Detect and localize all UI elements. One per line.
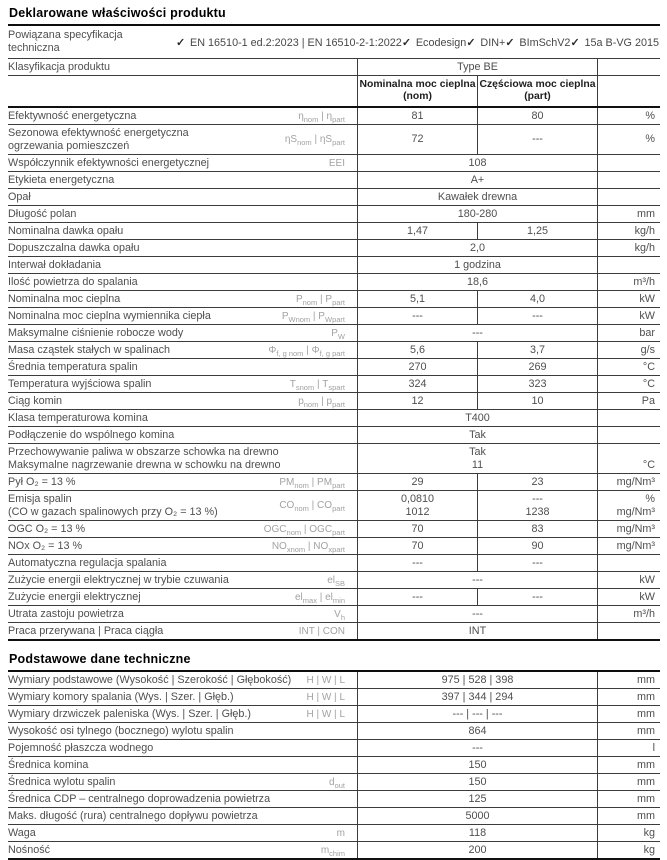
row-label-cell xyxy=(8,474,357,490)
standard-item xyxy=(570,36,658,49)
unit-cell: mm xyxy=(597,774,660,790)
section-title-declared-properties: Deklarowane właściwości produktu xyxy=(8,4,660,26)
value-span: 150 xyxy=(357,774,597,790)
row-label: Nominalna moc cieplna wymiennika ciepła xyxy=(8,309,211,322)
standard-item xyxy=(505,36,570,49)
value-span: --- xyxy=(357,325,597,341)
value-partial: 3,7 xyxy=(477,342,597,358)
value-nominal: 5,6 xyxy=(357,342,477,358)
table-row xyxy=(8,474,660,491)
row-symbol: H | W | L xyxy=(306,708,345,720)
table-row xyxy=(8,572,660,589)
row-label: Długość polan xyxy=(8,207,77,220)
row-label: Pojemność płaszcza wodnego xyxy=(8,741,154,754)
value-nominal: 29 xyxy=(357,474,477,490)
row-label: Średnica CDP – centralnego doprowadzenia powietrza xyxy=(8,792,271,805)
row-symbol: $\Phi_{f, g nom}$ | $\Phi_{f, g part}$ xyxy=(268,344,345,358)
row-symbol: m xyxy=(336,827,345,839)
value-partial: --- xyxy=(477,555,597,571)
table-row xyxy=(8,108,660,125)
table-row xyxy=(8,706,660,723)
row-label-cell xyxy=(8,825,357,841)
row-label-cell xyxy=(8,689,357,705)
row-label: Maksymalne ciśnienie robocze wody xyxy=(8,326,184,339)
row-label: Wysokość osi tylnego (bocznego) wylotu spalin xyxy=(8,724,234,737)
table-row xyxy=(8,172,660,189)
unit-cell: mm xyxy=(597,206,660,222)
standard-label: Ecodesign xyxy=(415,36,467,49)
value-nominal: 12 xyxy=(357,393,477,409)
checkmark-icon: ✓ xyxy=(505,36,515,49)
table-row xyxy=(8,240,660,257)
unit-cell: mm xyxy=(597,757,660,773)
row-label-cell xyxy=(8,189,357,205)
value-span: 397 | 344 | 294 xyxy=(357,689,597,705)
standard-label: DIN+ xyxy=(480,36,506,49)
value-nominal: 70 xyxy=(357,521,477,537)
row-label-cell xyxy=(8,257,357,273)
unit-cell: m³/h xyxy=(597,274,660,290)
checkmark-icon: ✓ xyxy=(466,36,476,49)
row-label: Wymiary komory spalania (Wys. | Szer. | Głęb.) xyxy=(8,690,234,703)
row-label-cell xyxy=(8,808,357,824)
table-row xyxy=(8,791,660,808)
row-label: Pył O₂ = 13 % xyxy=(8,475,76,488)
table-row xyxy=(8,376,660,393)
row-label-cell xyxy=(8,791,357,807)
value-nominal: --- xyxy=(357,555,477,571)
value-span: 975 | 528 | 398 xyxy=(357,672,597,688)
unit-cell: mg/Nm³ xyxy=(597,474,660,490)
unit-cell: mm xyxy=(597,723,660,739)
unit-cell: kW xyxy=(597,291,660,307)
row-label: Opał xyxy=(8,190,31,203)
header-nominal: Nominalna moc cieplna (nom) xyxy=(357,76,477,106)
value-nominal: --- xyxy=(357,308,477,324)
table-row xyxy=(8,427,660,444)
row-symbol: $P_W$ xyxy=(331,327,345,341)
value-nominal: 72 xyxy=(357,125,477,154)
unit-cell xyxy=(597,189,660,205)
value-partial: 90 xyxy=(477,538,597,554)
row-label: Współczynnik efektywności energetycznej xyxy=(8,156,210,169)
value-span: 2,0 xyxy=(357,240,597,256)
row-label: Wymiary drzwiczek paleniska (Wys. | Szer. | Głęb.) xyxy=(8,707,251,720)
row-symbol: $el_{SB}$ xyxy=(327,574,345,588)
value-partial: --- xyxy=(477,125,597,154)
row-label-cell xyxy=(8,723,357,739)
table-row xyxy=(8,155,660,172)
unit-cell xyxy=(597,155,660,171)
table-row xyxy=(8,808,660,825)
row-symbol: $T_{snom}$ | $T_{spart}$ xyxy=(289,378,345,392)
row-symbol: $el_{max}$ | $el_{min}$ xyxy=(295,591,345,605)
value-nominal: 81 xyxy=(357,108,477,124)
row-symbol: $p_{nom}$ | $p_{part}$ xyxy=(298,395,345,409)
value-span: --- xyxy=(357,606,597,622)
row-symbol: $V_h$ xyxy=(334,608,345,622)
row-label: Wymiary podstawowe (Wysokość | Szerokość | Głębokość) xyxy=(8,673,292,686)
row-label: Ilość powietrza do spalania xyxy=(8,275,138,288)
row-symbol: $CO_{nom}$ | $CO_{part}$ xyxy=(279,500,345,513)
unit-cell: kg/h xyxy=(597,223,660,239)
value-nominal: 324 xyxy=(357,376,477,392)
row-label-cell xyxy=(8,410,357,426)
unit-cell: bar xyxy=(597,325,660,341)
unit-cell: Pa xyxy=(597,393,660,409)
table-row xyxy=(8,757,660,774)
value-span: A+ xyxy=(357,172,597,188)
table-row xyxy=(8,538,660,555)
row-label-cell xyxy=(8,740,357,756)
table-row xyxy=(8,842,660,860)
row-label-cell xyxy=(8,393,357,409)
value-nominal: --- xyxy=(357,589,477,605)
unit-cell xyxy=(597,59,660,75)
row-label-cell xyxy=(8,491,357,520)
row-label-cell xyxy=(8,842,357,858)
unit-cell xyxy=(597,427,660,443)
standard-label: BImSchV2 xyxy=(519,36,571,49)
unit-cell: l xyxy=(597,740,660,756)
row-label-cell xyxy=(8,108,357,124)
header-partial: Częściowa moc cieplna (part) xyxy=(477,76,597,106)
unit-cell: kg xyxy=(597,842,660,858)
table-row xyxy=(8,774,660,791)
standards-checklist xyxy=(176,36,660,49)
value-span: Tak xyxy=(357,427,597,443)
row-label-cell xyxy=(8,325,357,341)
row-label: Praca przerywana | Praca ciągła xyxy=(8,624,164,637)
table-row xyxy=(8,623,660,641)
unit-cell: mm xyxy=(597,791,660,807)
row-label: Masa cząstek stałych w spalinach xyxy=(8,343,171,356)
value-partial: 269 xyxy=(477,359,597,375)
row-label: Maks. długość (rura) centralnego dopływu powietrza xyxy=(8,809,258,822)
row-label: Interwał dokładania xyxy=(8,258,102,271)
row-label-cell xyxy=(8,308,357,324)
row-label: Średnica wylotu spalin xyxy=(8,775,116,788)
section-title-basic-technical-data: Podstawowe dane techniczne xyxy=(8,650,660,672)
row-label-cell xyxy=(8,223,357,239)
row-symbol: H | W | L xyxy=(306,674,345,686)
value-nominal: 5,1 xyxy=(357,291,477,307)
value-partial: --- xyxy=(477,589,597,605)
value-nominal: 1,47 xyxy=(357,223,477,239)
unit-cell: kg xyxy=(597,825,660,841)
row-label: Klasa temperaturowa komina xyxy=(8,411,148,424)
standard-item xyxy=(176,36,402,49)
row-label-cell xyxy=(8,672,357,688)
value-span: Kawałek drewna xyxy=(357,189,597,205)
unit-cell xyxy=(597,257,660,273)
row-label-cell xyxy=(8,342,357,358)
value-nominal: 270 xyxy=(357,359,477,375)
standard-item xyxy=(466,36,505,49)
value-partial: 80 xyxy=(477,108,597,124)
classification-row xyxy=(8,59,660,76)
unit-cell: % mg/Nm³ xyxy=(597,491,660,520)
value-span: 18,6 xyxy=(357,274,597,290)
row-label: Średnia temperatura spalin xyxy=(8,360,138,373)
unit-cell: °C xyxy=(597,376,660,392)
table-row xyxy=(8,359,660,376)
table-row xyxy=(8,257,660,274)
row-label-cell xyxy=(8,757,357,773)
row-label-cell xyxy=(8,172,357,188)
row-label: Etykieta energetyczna xyxy=(8,173,115,186)
table-row xyxy=(8,125,660,155)
row-label: Klasyfikacja produktu xyxy=(8,60,111,73)
row-label-cell xyxy=(8,155,357,171)
section-declared-properties xyxy=(8,4,660,641)
standard-item xyxy=(402,36,466,49)
unit-cell: % xyxy=(597,108,660,124)
related-specification-label: Powiązana specyfikacja techniczna xyxy=(8,29,123,54)
row-label-cell xyxy=(8,521,357,537)
row-label-cell xyxy=(8,240,357,256)
unit-cell: mm xyxy=(597,689,660,705)
table-row xyxy=(8,606,660,623)
header-empty-cell xyxy=(8,76,357,106)
table-row xyxy=(8,689,660,706)
table-row xyxy=(8,342,660,359)
row-label: OGC O₂ = 13 % xyxy=(8,522,86,535)
table-row xyxy=(8,393,660,410)
value-span: Tak 11 xyxy=(357,444,597,473)
row-label: Podłączenie do wspólnego komina xyxy=(8,428,175,441)
row-label-cell xyxy=(8,555,357,571)
row-label-cell xyxy=(8,376,357,392)
value-span: 5000 xyxy=(357,808,597,824)
unit-cell xyxy=(597,623,660,639)
table-row xyxy=(8,491,660,521)
value-span: 180-280 xyxy=(357,206,597,222)
value-partial: 1,25 xyxy=(477,223,597,239)
related-specification-row xyxy=(8,26,660,59)
value-partial: 83 xyxy=(477,521,597,537)
row-label: Nominalna moc cieplna xyxy=(8,292,121,305)
row-symbol: $\eta S_{nom}$ | $\eta S_{part}$ xyxy=(284,134,345,147)
row-symbol: $m_{chim}$ xyxy=(320,844,345,858)
row-symbol: H | W | L xyxy=(306,691,345,703)
unit-cell: mg/Nm³ xyxy=(597,521,660,537)
row-label: Temperatura wyjściowa spalin xyxy=(8,377,152,390)
value-partial: 323 xyxy=(477,376,597,392)
value-span: T400 xyxy=(357,410,597,426)
row-symbol: $PM_{nom}$ | $PM_{part}$ xyxy=(279,476,345,490)
row-label-cell xyxy=(8,589,357,605)
row-label: Nominalna dawka opału xyxy=(8,224,124,237)
row-label-cell xyxy=(8,538,357,554)
declared-properties-table xyxy=(8,59,660,641)
value-partial: --- xyxy=(477,308,597,324)
row-label: Dopuszczalna dawka opału xyxy=(8,241,140,254)
row-label-cell xyxy=(8,444,357,473)
value-span: 1 godzina xyxy=(357,257,597,273)
unit-cell: °C xyxy=(597,444,660,473)
row-label: Średnica komina xyxy=(8,758,89,771)
section-basic-technical-data xyxy=(8,650,660,860)
checkmark-icon: ✓ xyxy=(401,36,411,49)
row-label: Nośność xyxy=(8,843,51,856)
table-row xyxy=(8,740,660,757)
row-label-cell xyxy=(8,59,357,75)
value-nominal: 70 xyxy=(357,538,477,554)
row-label: Waga xyxy=(8,826,36,839)
table-row xyxy=(8,589,660,606)
table-row xyxy=(8,291,660,308)
unit-cell: % xyxy=(597,125,660,154)
unit-cell: kW xyxy=(597,308,660,324)
table-row xyxy=(8,444,660,474)
value-partial: --- 1238 xyxy=(477,491,597,520)
value-partial: 10 xyxy=(477,393,597,409)
value-span: 118 xyxy=(357,825,597,841)
row-label-cell xyxy=(8,125,357,154)
row-symbol: $P_{nom}$ | $P_{part}$ xyxy=(295,293,345,307)
row-label: Przechowywanie paliwa w obszarze schowka na drewno Maksymalne nagrzewanie drewna w schowku na drewno xyxy=(8,445,281,471)
unit-cell: °C xyxy=(597,359,660,375)
unit-cell xyxy=(597,555,660,571)
table-row xyxy=(8,189,660,206)
unit-cell: mm xyxy=(597,706,660,722)
value-span: 108 xyxy=(357,155,597,171)
unit-cell xyxy=(597,172,660,188)
row-label-cell xyxy=(8,206,357,222)
row-label: Efektywność energetyczna xyxy=(8,109,137,122)
row-label: Utrata zastoju powietrza xyxy=(8,607,124,620)
value-span: 150 xyxy=(357,757,597,773)
value-span: 125 xyxy=(357,791,597,807)
row-label: Zużycie energii elektrycznej xyxy=(8,590,141,603)
standard-label: EN 16510-1 ed.2:2023 | EN 16510-2-1:2022 xyxy=(190,36,402,49)
row-symbol: $\eta_{nom}$ | $\eta_{part}$ xyxy=(298,110,345,124)
row-label-cell xyxy=(8,706,357,722)
standard-label: 15a B-VG 2015 xyxy=(584,36,659,49)
row-label-cell xyxy=(8,274,357,290)
checkmark-icon: ✓ xyxy=(176,36,186,49)
row-label-cell xyxy=(8,774,357,790)
row-label-cell xyxy=(8,291,357,307)
value-span: 864 xyxy=(357,723,597,739)
table-row xyxy=(8,825,660,842)
value-nominal: 0,0810 1012 xyxy=(357,491,477,520)
value-span: 200 xyxy=(357,842,597,858)
table-row xyxy=(8,325,660,342)
value-partial: 23 xyxy=(477,474,597,490)
unit-cell: mm xyxy=(597,672,660,688)
row-symbol: $d_{out}$ xyxy=(329,776,345,790)
table-row xyxy=(8,308,660,325)
value-partial: 4,0 xyxy=(477,291,597,307)
unit-cell: kW xyxy=(597,572,660,588)
column-header-row xyxy=(8,76,660,108)
row-label: Zużycie energii elektrycznej w trybie czuwania xyxy=(8,573,229,586)
table-row xyxy=(8,672,660,689)
unit-cell: kg/h xyxy=(597,240,660,256)
checkmark-icon: ✓ xyxy=(570,36,580,49)
row-symbol: $OGC_{nom}$ | $OGC_{part}$ xyxy=(263,523,345,537)
table-row xyxy=(8,274,660,291)
value-span: --- | --- | --- xyxy=(357,706,597,722)
value-span: INT xyxy=(357,623,597,639)
row-label-cell xyxy=(8,359,357,375)
unit-cell xyxy=(597,76,660,106)
row-label: Automatyczna regulacja spalania xyxy=(8,556,167,569)
row-symbol: EEI xyxy=(328,157,345,169)
row-label-cell xyxy=(8,572,357,588)
row-label: Emisja spalin (CO w gazach spalinowych przy O₂ = 13 %) xyxy=(8,492,218,518)
unit-cell: kW xyxy=(597,589,660,605)
row-label: NOx O₂ = 13 % xyxy=(8,539,83,552)
table-row xyxy=(8,206,660,223)
table-row xyxy=(8,521,660,538)
table-row xyxy=(8,555,660,572)
classification-value: Type BE xyxy=(357,59,597,75)
table-row xyxy=(8,723,660,740)
table-row xyxy=(8,410,660,427)
unit-cell xyxy=(597,410,660,426)
value-span: --- xyxy=(357,740,597,756)
basic-technical-data-table xyxy=(8,672,660,860)
row-label-cell xyxy=(8,427,357,443)
unit-cell: mm xyxy=(597,808,660,824)
row-label-cell xyxy=(8,623,357,639)
row-label-cell xyxy=(8,606,357,622)
row-label: Sezonowa efektywność energetyczna ogrzewania pomieszczeń xyxy=(8,126,189,152)
unit-cell: mg/Nm³ xyxy=(597,538,660,554)
row-label: Ciąg komin xyxy=(8,394,63,407)
row-symbol: INT | CON xyxy=(298,625,345,637)
row-symbol: $NO_{xnom}$ | $NO_{xpart}$ xyxy=(271,540,345,554)
row-symbol: $P_{Wnom}$ | $P_{Wpart}$ xyxy=(281,310,345,324)
table-row xyxy=(8,223,660,240)
unit-cell: g/s xyxy=(597,342,660,358)
value-span: --- xyxy=(357,572,597,588)
unit-cell: m³/h xyxy=(597,606,660,622)
